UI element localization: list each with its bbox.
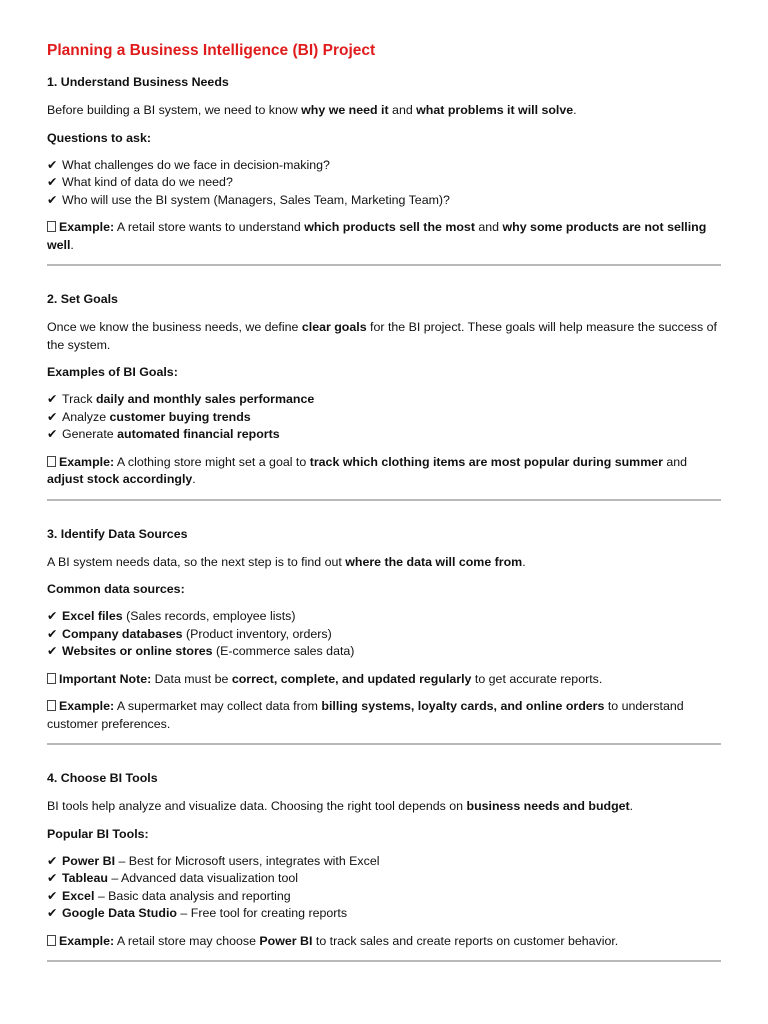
bold-text: Tableau xyxy=(62,871,108,885)
bold-text: adjust stock accordingly xyxy=(47,472,193,486)
section-heading: 2. Set Goals xyxy=(47,292,118,306)
bold-text: what problems it will solve xyxy=(416,103,574,117)
bold-text: why we need it xyxy=(301,103,389,117)
text-segment: and xyxy=(474,220,503,234)
text-segment: – Best for Microsoft users, integrates with Excel xyxy=(115,853,380,868)
checklist xyxy=(47,391,721,444)
section-heading: 1. Understand Business Needs xyxy=(47,75,229,89)
bold-text: Power BI xyxy=(259,933,313,948)
list-heading: Questions to ask: xyxy=(47,130,151,145)
text-segment: Who will use the BI system (Managers, Sales Team, Marketing Team)? xyxy=(62,192,450,207)
text-segment: What kind of data do we need? xyxy=(62,175,233,189)
checkmark-icon: ✔ xyxy=(47,157,58,172)
text-segment: for the BI project. These goals will help measure the success of the system. xyxy=(47,320,717,352)
checklist-item xyxy=(47,626,721,644)
checklist xyxy=(47,608,721,661)
bold-text: Power BI xyxy=(62,853,116,868)
example-note xyxy=(47,219,721,254)
example-note xyxy=(47,671,721,689)
text-segment: A BI system needs data, so the next step is to find out xyxy=(47,554,346,569)
bold-text: Example: xyxy=(59,220,115,234)
checkmark-icon: ✔ xyxy=(47,409,58,424)
text-segment: to get accurate reports. xyxy=(471,671,603,686)
section-divider xyxy=(47,743,721,745)
list-heading: Popular BI Tools: xyxy=(47,826,149,841)
section-divider xyxy=(47,264,721,266)
text-segment: What challenges do we face in decision-making? xyxy=(62,157,330,172)
checkmark-icon: ✔ xyxy=(47,644,58,658)
text-segment: and xyxy=(662,454,688,469)
text-segment: (Sales records, employee lists) xyxy=(122,609,296,623)
checklist-item xyxy=(47,409,721,427)
bold-text: track which clothing items are most popular during summer xyxy=(309,454,663,469)
text-segment: . xyxy=(629,799,634,813)
section-intro xyxy=(47,319,721,354)
bold-text: billing systems, loyalty cards, and online orders xyxy=(321,699,605,713)
checkmark-icon: ✔ xyxy=(47,392,58,406)
checklist xyxy=(47,853,721,923)
text-segment: Generate xyxy=(62,427,118,441)
text-segment: – Free tool for creating reports xyxy=(176,906,348,920)
text-segment: . xyxy=(573,103,577,117)
checkmark-icon: ✔ xyxy=(47,871,58,885)
text-segment: Track xyxy=(62,392,96,406)
checklist-item xyxy=(47,905,721,923)
bold-text: why some products are not selling well xyxy=(47,220,707,252)
text-segment: A supermarket may collect data from xyxy=(114,699,322,713)
bold-text: Excel xyxy=(62,888,95,903)
checkmark-icon: ✔ xyxy=(47,888,58,903)
bold-text: automated financial reports xyxy=(117,427,280,441)
bold-text: customer buying trends xyxy=(109,409,251,424)
checklist-item xyxy=(47,853,721,871)
bold-text: where the data will come from xyxy=(345,554,523,569)
section-divider xyxy=(47,960,721,962)
checkmark-icon: ✔ xyxy=(47,175,58,189)
checkmark-icon: ✔ xyxy=(47,626,58,641)
checkmark-icon: ✔ xyxy=(47,609,58,623)
placeholder-emoji-icon xyxy=(47,456,56,467)
checklist-item xyxy=(47,608,721,626)
document-title: Planning a Business Intelligence (BI) Project xyxy=(47,42,376,59)
section-heading: 4. Choose BI Tools xyxy=(47,771,158,785)
text-segment: (Product inventory, orders) xyxy=(182,626,332,641)
bold-text: Example: xyxy=(59,699,115,713)
bold-text: Excel files xyxy=(62,609,123,623)
checkmark-icon: ✔ xyxy=(47,192,58,207)
checkmark-icon: ✔ xyxy=(47,853,58,868)
section-divider xyxy=(47,499,721,501)
bold-text: Google Data Studio xyxy=(62,906,177,920)
text-segment: A retail store wants to understand xyxy=(114,220,305,234)
bold-text: clear goals xyxy=(301,320,367,334)
text-segment: Once we know the business needs, we define xyxy=(47,320,302,334)
checklist-item xyxy=(47,391,721,409)
text-segment: Before building a BI system, we need to know xyxy=(47,103,302,117)
bold-text: which products sell the most xyxy=(304,220,475,234)
checklist-item xyxy=(47,174,721,192)
placeholder-emoji-icon xyxy=(47,221,56,232)
text-segment: – Basic data analysis and reporting xyxy=(94,888,291,903)
list-heading: Common data sources: xyxy=(47,582,185,596)
checkmark-icon: ✔ xyxy=(47,427,58,441)
bold-text: Example: xyxy=(59,454,115,469)
list-heading: Examples of BI Goals: xyxy=(47,365,178,379)
checklist-item xyxy=(47,870,721,888)
text-segment: to track sales and create reports on customer behavior. xyxy=(312,933,619,948)
example-note xyxy=(47,698,721,733)
bold-text: correct, complete, and updated regularly xyxy=(231,671,472,686)
example-note xyxy=(47,933,721,951)
text-segment: – Advanced data visualization tool xyxy=(107,871,299,885)
text-segment: (E-commerce sales data) xyxy=(212,644,355,658)
checkmark-icon: ✔ xyxy=(47,906,58,920)
bold-text: Company databases xyxy=(62,626,183,641)
bold-text: daily and monthly sales performance xyxy=(95,392,315,406)
bold-text: Important Note: xyxy=(59,671,152,686)
checklist-item xyxy=(47,157,721,175)
section-intro xyxy=(47,102,721,120)
text-segment: and xyxy=(388,103,417,117)
checklist-item xyxy=(47,888,721,906)
checklist-item xyxy=(47,426,721,444)
text-segment: to understand customer preferences. xyxy=(47,699,684,731)
text-segment: . xyxy=(192,472,196,486)
checklist xyxy=(47,157,721,210)
placeholder-emoji-icon xyxy=(47,935,56,946)
checklist-item xyxy=(47,643,721,661)
text-segment: BI tools help analyze and visualize data. Choosing the right tool depends on xyxy=(47,799,467,813)
text-segment: A clothing store might set a goal to xyxy=(114,454,310,469)
section-intro xyxy=(47,798,721,816)
bold-text: Websites or online stores xyxy=(62,644,213,658)
checklist-item xyxy=(47,192,721,210)
text-segment: Analyze xyxy=(62,409,110,424)
section-heading: 3. Identify Data Sources xyxy=(47,526,188,541)
example-note xyxy=(47,454,721,489)
sections-container xyxy=(47,74,721,962)
text-segment: . xyxy=(70,237,74,252)
section-intro xyxy=(47,554,721,572)
text-segment: Data must be xyxy=(151,671,232,686)
text-segment: A retail store may choose xyxy=(114,933,260,948)
bold-text: business needs and budget xyxy=(466,799,630,813)
placeholder-emoji-icon xyxy=(47,700,56,711)
text-segment: . xyxy=(522,554,526,569)
placeholder-emoji-icon xyxy=(47,673,56,684)
bold-text: Example: xyxy=(59,933,115,948)
